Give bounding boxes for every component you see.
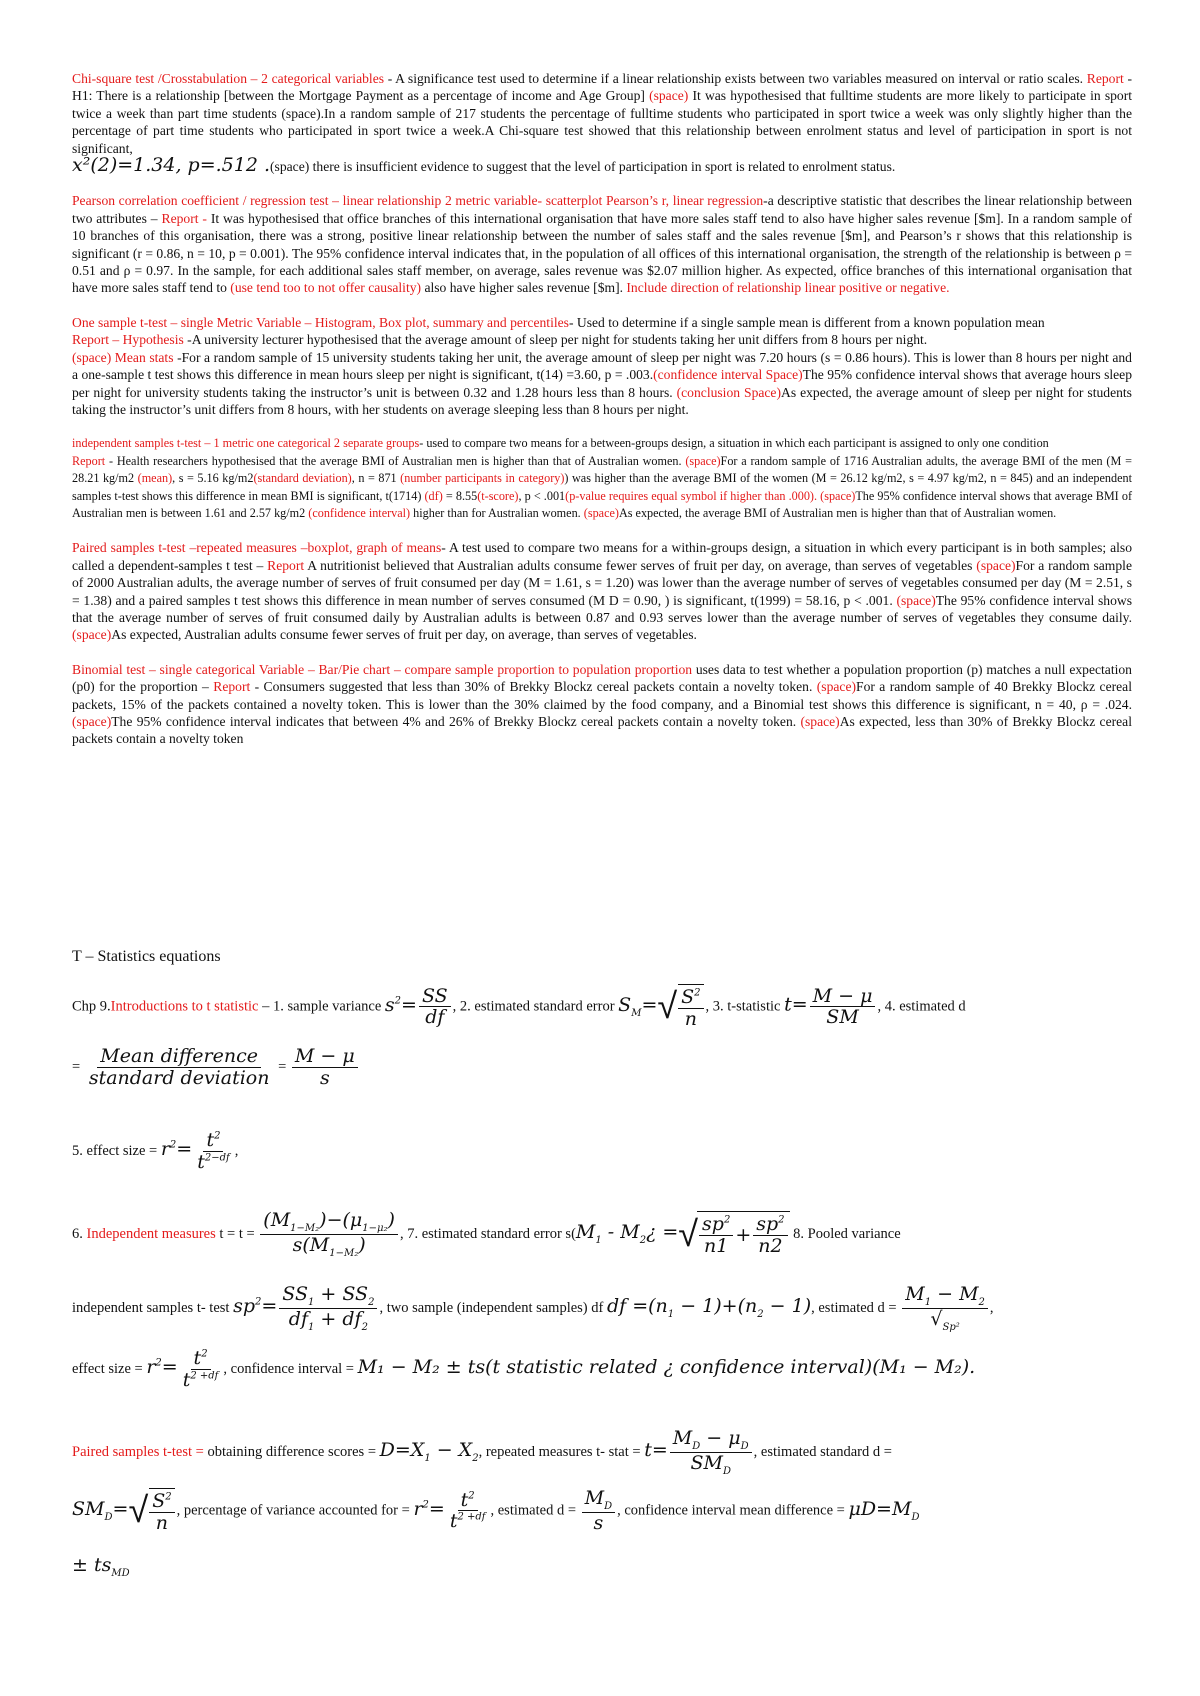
confidence-interval-formula: M₁ − M₂ ± ts(t statistic related ¿ confidence interval)(M₁ − M₂). <box>357 1356 976 1379</box>
eq6-text-b: , confidence interval = <box>223 1361 358 1378</box>
binomial-space-label: (space) <box>816 679 857 695</box>
t-stat-fraction: $\frac{M - \mu}{SM}$ <box>810 986 876 1030</box>
one-sample-text-1: - Used to determine if a single sample mean is different from a known population mean <box>568 314 1045 330</box>
ss-over-df: $\frac{SS}{df}$ <box>419 986 451 1030</box>
eq1-text-a: – 1. sample variance <box>258 998 385 1015</box>
equation-line-4: 6. Independent measures t = t = $\frac{(M_{1-M_2})-(\mu_{1-\mu_2})}{s(M_{1-M_2})}$ , 7. estimated standard error $s(M_1$ - $M_2¿$ = √ $\frac{sp^2}{n1}$ + $\frac{sp^2}{n2}$ 8. Pooled variance <box>72 1209 901 1259</box>
one-sample-text-2: -A university lecturer hypothesised that the average amount of sleep per night for students taking her unit differs from 8 hours per night. <box>183 332 928 348</box>
chi-space-label: (space) <box>649 88 689 104</box>
ts-md-formula: ± $ts_{MD}$ <box>72 1554 130 1579</box>
m-mu-over-s: $\frac{M - \mu}{s}$ <box>292 1046 358 1090</box>
independent-df-note: (df) <box>424 488 443 503</box>
binomial-text-2: - Consumers suggested that less than 30% of Brekky Blockz cereal packets contain a novelty token. <box>250 679 817 695</box>
eq8-text-c: , confidence interval mean difference = <box>617 1502 849 1519</box>
eq4-text-a: t = t = <box>215 1225 259 1242</box>
eq7-text-b: , repeated measures t- stat = <box>478 1443 645 1460</box>
equation-line-3: 5. effect size = $r^2=$ $\frac{t^2}{t^{2-df}}$ , <box>72 1129 239 1173</box>
equation-line-8: $SM_D=$ √ $\frac{S^2}{n}$ , percentage of variance accounted for = $r^2=$ $\frac{t^2}{t^{2 +df}}$ , estimated d = $\frac{M_D}{s}$ , confidence interval mean difference = $\mu D=M_D$ <box>72 1487 920 1534</box>
eq4-prefix: 6. <box>72 1225 87 1242</box>
independent-text-1: - used to compare two means for a between-groups design, a situation in which each participant is assigned to only one condition <box>419 436 1049 451</box>
independent-tscore-note: (t-score) <box>477 488 519 503</box>
independent-text-6: ) was higher than the average BMI of the women (M = 26.12 kg/m2, s = 4.97 kg/m2, n = 845) and an independent samples t-test shows this difference in mean BMI is significant, t(1714) <box>72 471 1133 503</box>
one-sample-ci-label: (confidence interval Space) <box>653 367 803 383</box>
independent-text-3: For a random sample of 1716 Australian adults, the average BMI of the men (M = 28.21 kg/m2 <box>72 453 1133 486</box>
t-symbol: t= <box>784 993 808 1016</box>
independent-text-9: The 95% confidence interval shows that average BMI of Australian men is between 1.61 and 2.57 kg/m2 <box>72 488 1132 520</box>
binomial-text-5: As expected, less than 30% of Brekky Blockz cereal packets contain a novelty token <box>72 714 1132 747</box>
eq4-text-b: , 7. estimated standard error s( <box>399 1225 576 1242</box>
eq5-text-b: , two sample (independent samples) df <box>379 1299 607 1316</box>
binomial-heading: Binomial test – single categorical Variable – Bar/Pie chart – compare sample proportion to population proportion <box>72 661 693 677</box>
chi-heading: Chi-square test /Crosstabulation – 2 categorical variables <box>72 71 385 86</box>
sm-symbol: $S_M=$ <box>618 993 658 1019</box>
paired-d-fraction: $\frac{M_D}{s}$ <box>582 1488 616 1535</box>
one-sample-text-5: As expected, the average amount of sleep per night for students taking the instructor’s unit differs from 8 hours, with her students on average sleeping less than 8 hours per night. <box>72 384 1132 417</box>
one-sample-heading: One sample t-test – single Metric Variable – Histogram, Box plot, summary and percentiles <box>72 314 569 330</box>
one-sample-text-4: The 95% confidence interval shows that average hours sleep per night for university students taking the instructor’s unit is between 0.32 and 1.28 hours less than 8 hours. <box>72 367 1133 400</box>
estimated-d-fraction: $\frac{M_1 - M_2}{√_{Sp^2}}$ <box>902 1284 988 1333</box>
paired-t-fraction: $\frac{M_D - \mu_D}{SM_D}$ <box>670 1428 752 1477</box>
one-sample-text-3: -For a random sample of 15 university students taking her unit, the average amount of sleep per night was 7.20 hours (s = 0.86 hours). This is lower than 8 hours per night and a one-sample t test shows this difference in mean hours sleep per night is significant, t(14) =3.60, p = .003. <box>72 349 1132 383</box>
chi-intro: - A significance test used to determine if a linear relationship exists between two variables measured on interval or ratio scales. <box>384 71 1087 86</box>
sqrt-s2-over-n: √ $\frac{S^2}{n}$ <box>657 984 705 1031</box>
pearson-note-direction: Include direction of relationship linear positive or negative. <box>626 280 950 296</box>
pearson-text-2: It was hypothesised that office branches of this international organisation that have more sales staff tend to also have higher sales revenue [$m]. In a random sample of 10 branches of this organisation, there was a strong, positive linear relationship between the number of sales staff and the sales revenue [$m], and Pearson’s r shows that this relationship is significant (r = 0.86, n = 10, p = 0.001). The 95% confidence interval indicates that, in the population of all offices of this international organisation, the strength of the relationship is between ρ = 0.51 and ρ = 0.97. In the sample, for each additional sales staff member, on average, sales revenue was $2.07 million higher. As expected, office branches of this international organisation that have more sales staff tend to <box>72 210 1133 296</box>
pearson-text-1: -a descriptive statistic that describes the linear relationship between two attributes – <box>72 193 1132 226</box>
eq6-text-a: effect size = <box>72 1361 147 1378</box>
pearson-paragraph <box>72 192 1132 296</box>
independent-npc-note: (number participants in category) <box>400 471 565 486</box>
eq5-text-c: , estimated d = <box>811 1299 901 1316</box>
eq5-text-a: independent samples t- test <box>72 1299 234 1316</box>
chi-statistic: x²(2)=1.34, p=.512 . <box>72 154 271 177</box>
paired-effect-size-fraction: $\frac{t^2}{t^{2 +df}}$ <box>449 1488 486 1533</box>
chi-report-label: Report <box>1086 71 1124 86</box>
pearson-text-3: also have higher sales revenue [$m]. <box>421 280 627 296</box>
sqrt-s2-over-n-paired: √ $\frac{S^2}{n}$ <box>128 1488 176 1535</box>
eq3-text: 5. effect size = <box>72 1143 161 1160</box>
independent-report-label: Report <box>72 453 106 468</box>
chi-text-3: (space) there is insufficient evidence to suggest that the level of participation in sport is related to enrolment status. <box>270 159 896 175</box>
sample-variance-formula: $s^2=$ <box>384 993 417 1016</box>
equation-line-7: Paired samples t-test = obtaining difference scores = $D=X_1 - X_2$, repeated measures t- stat = t= $\frac{M_D - \mu_D}{SM_D}$ , estimated standard d = <box>72 1427 892 1477</box>
independent-pvalue-note: (p-value requires equal symbol if higher than .000). <box>565 488 818 503</box>
paired-text-1: - A test used to compare two means for a within-groups design, a situation in which every participant is in both samples; also called a dependent-samples t test – <box>72 540 1132 573</box>
binomial-report-label: Report <box>213 679 251 695</box>
eq1-text-b: , 2. estimated standard error <box>452 998 619 1015</box>
independent-ci-note: (confidence interval) <box>308 505 411 520</box>
eq1-text-c: , 3. t-statistic <box>705 998 785 1015</box>
independent-text-2: - Health researchers hypothesised that the average BMI of Australian men is higher than that of Australian women. <box>105 453 686 468</box>
eq1-text-d: , 4. estimated d <box>877 998 966 1015</box>
paired-text-4: The 95% confidence interval shows that the average number of serves of fruit consumed daily by Australian adults is between 0.87 and 0.93 serves lower than the average number of serves of vegetables they consume daily. <box>72 592 1132 625</box>
equation-line-5: independent samples t- test $sp^2=$ $\frac{SS_1 + SS_2}{df_1 + df_2}$ , two sample (independent samples) df df $=(n_1 - 1)+(n_2 - 1)$, estimated d = $\frac{M_1 - M_2}{√_{Sp^2}}$ , <box>72 1283 994 1333</box>
independent-text-7: = 8.55 <box>442 488 478 503</box>
binomial-space-label-3: (space) <box>800 714 840 729</box>
binomial-paragraph <box>72 661 1132 748</box>
independent-text-11: As expected, the average BMI of Australian men is higher than that of Australian women. <box>618 505 1057 520</box>
paired-space-label-3: (space) <box>72 627 112 643</box>
document-page <box>72 70 1133 1579</box>
eq4-text-c: 8. Pooled variance <box>789 1225 901 1242</box>
binomial-text-4: The 95% confidence interval indicates that between 4% and 26% of Brekky Blockz cereal packets contain a novelty token. <box>111 714 801 729</box>
binomial-text-3: For a random sample of 40 Brekky Blockz cereal packets, 15% of the packets contained a novelty token. This is lower than the 30% claimed by the food company, and a Binomial test shows this difference is significant, n = 40, ρ = .024. <box>72 679 1132 712</box>
independent-paragraph <box>72 435 1132 522</box>
one-sample-mean-label: (space) Mean stats <box>72 349 174 365</box>
equation-line-9 <box>72 1554 130 1579</box>
binomial-text-1: uses data to test whether a population proportion (p) matches a null expectation (p0) for the proportion – <box>72 661 1132 695</box>
eq7-text-a: obtaining difference scores = <box>207 1443 380 1460</box>
chi-text-2: It was hypothesised that fulltime students are more likely to participate in sport twice a week than part time students (space).In a random sample of 217 students the percentage of fulltime students who participated in sport twice a week was only slightly higher than the percentage of part time students who participated in sport twice a week.A Chi-square test showed that this relationship between enrolment status and level of participation in sport is not significant, <box>72 88 1133 156</box>
pooled-variance-fraction: $\frac{SS_1 + SS_2}{df_1 + df_2}$ <box>279 1284 377 1333</box>
paired-paragraph <box>72 539 1132 643</box>
independent-heading: independent samples t-test – 1 metric one categorical 2 separate groups <box>72 436 420 451</box>
independent-text-5: , n = 871 <box>351 471 401 486</box>
chp9-heading: Introductions to t statistic <box>110 998 259 1015</box>
paired-text-2: A nutritionist believed that Australian adults consume fewer serves of fruit per day, on average, than serves of vegetables <box>304 557 977 573</box>
chi-text-1: - H1: There is a relationship [between the Mortgage Payment as a percentage of income and Age Group] <box>72 71 1132 104</box>
pearson-report-label: Report - <box>161 210 207 226</box>
mean-diff-fraction: $\frac{\text{Mean difference}}{\text{standard deviation}}$ <box>88 1045 270 1089</box>
paired-space-label-2: (space) <box>896 592 936 608</box>
one-sample-conclusion-label: (conclusion Space) <box>676 384 781 400</box>
paired-space-label: (space) <box>976 557 1016 573</box>
equation-line-1 <box>72 984 966 1031</box>
independent-text-4: , s = 5.16 kg/m2 <box>172 471 254 486</box>
independent-mean-note: (mean) <box>137 471 173 486</box>
paired-text-5: As expected, Australian adults consume fewer serves of fruit per day, on average, than serves of vegetables. <box>111 627 697 643</box>
independent-t-fraction: $\frac{(M_{1-M_2})-(\mu_{1-\mu_2})}{s(M_{1-M_2})}$ <box>260 1210 398 1259</box>
independent-text-8: , p < .001 <box>518 488 566 503</box>
independent-sd-note: (standard deviation) <box>253 471 352 486</box>
independent-space-label-2: (space) <box>817 488 856 503</box>
pooled-se-sqrt: √ $\frac{sp^2}{n1}$ + $\frac{sp^2}{n2}$ <box>678 1211 789 1258</box>
chi-square-paragraph <box>72 70 1132 175</box>
eq8-text-b: , estimated d = <box>490 1502 580 1519</box>
independent-space-label-3: (space) <box>583 505 619 520</box>
paired-heading: Paired samples t-test –repeated measures –boxplot, graph of means <box>72 540 442 556</box>
chp9-prefix: Chp 9. <box>72 998 111 1015</box>
paired-text-3: For a random sample of 2000 Australian adults, the average number of serves of fruit consumed per day (M = 1.61, s = 1.20) was lower than the average number of serves of vegetables consumed per day (M = 2.51, s = 1.38) and a paired samples t test shows this difference in mean number of serves consumed (M D = 0.90, ) is significant, t(1999) = 58.16, p < .001. <box>72 557 1132 608</box>
equation-line-6: effect size = $r^2=$ $\frac{t^2}{t^{2 +df}}$ , confidence interval = M₁ − M₂ ± ts(t statistic related ¿ confidence interval)(M₁ − M₂). <box>72 1347 976 1391</box>
one-sample-report-label: Report – Hypothesis <box>72 332 184 348</box>
independent-space-label: (space) <box>685 453 721 468</box>
paired-report-label: Report <box>267 557 305 573</box>
binomial-space-label-2: (space) <box>72 714 112 729</box>
eq7-text-c: , estimated standard d = <box>753 1443 892 1460</box>
effect-size-fraction: $\frac{t^2}{t^{2-df}}$ <box>197 1129 230 1173</box>
paired-samples-label: Paired samples t-test = <box>72 1443 208 1460</box>
equations-title: T – Statistics equations <box>72 948 221 965</box>
eq8-text-a: , percentage of variance accounted for = <box>176 1502 414 1519</box>
independent-text-10: higher than for Australian women. <box>410 505 584 520</box>
effect-size-fraction-2: $\frac{t^2}{t^{2 +df}}$ <box>182 1347 219 1391</box>
equation-line-2: = $\frac{\text{Mean difference}}{\text{standard deviation}}$ = $\frac{M - \mu}{s}$ <box>72 1046 360 1090</box>
equations-section <box>72 948 1132 1648</box>
pearson-heading: Pearson correlation coefficient / regression test – linear relationship 2 metric variable- scatterplot Pearson’s r, linear regression <box>72 193 764 209</box>
pearson-note-causality: (use tend too to not offer causality) <box>230 280 422 296</box>
independent-measures-label: Independent measures <box>86 1225 216 1242</box>
one-sample-paragraph <box>72 314 1132 418</box>
